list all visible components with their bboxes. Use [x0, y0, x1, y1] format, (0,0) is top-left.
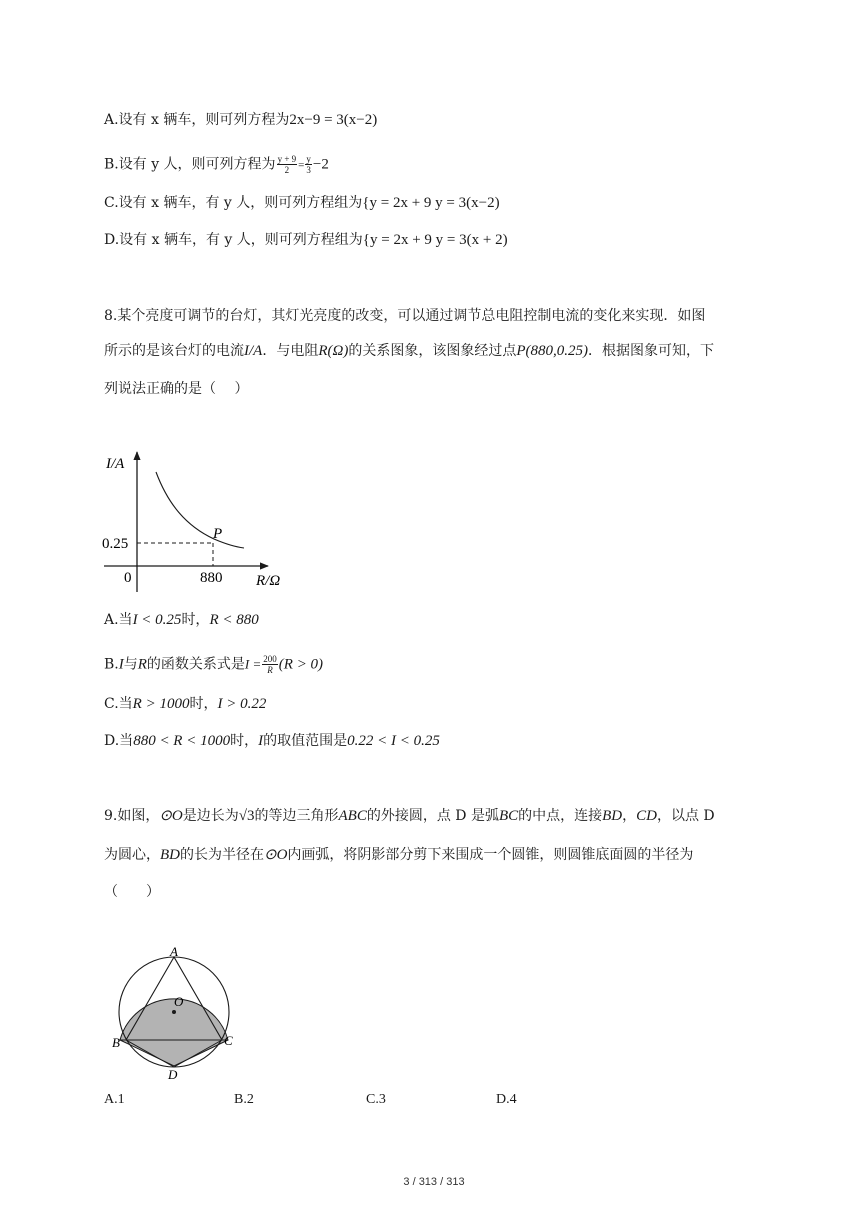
q8-option-c-math: R > 1000 — [132, 696, 190, 712]
q8-option-b-fraction — [262, 654, 278, 675]
shaded-region-bottom — [120, 1040, 228, 1066]
q8-option-d-text: 的取值范围是 — [263, 733, 348, 749]
q8-option-c-text: 时， — [189, 696, 218, 712]
q7-option-c — [104, 193, 500, 213]
q7-option-b — [104, 154, 329, 176]
q9-text: 的中点，连接 — [518, 808, 603, 824]
q9-math-circle: ⊙O — [264, 847, 288, 863]
q9-option-a: A.1 — [104, 1092, 125, 1107]
q9-text: 的外接圆，点 D 是弧 — [366, 808, 499, 824]
q9-option-b: B.2 — [234, 1092, 254, 1107]
q8-math-resistance: R(Ω) — [318, 343, 349, 359]
fraction-numerator: y + 9 — [277, 154, 297, 164]
fraction-denominator: 3 — [306, 165, 311, 175]
q7-option-c-text: C.设有 x 辆车，有 y 人，则可列方程组为 — [104, 195, 363, 211]
q9-math-arc: BC — [498, 808, 519, 824]
q8-option-d-math: 0.22 < I < 0.25 — [347, 733, 440, 749]
q8-text: 的关系图象，该图象经过点 — [348, 343, 517, 359]
q9-text: 内画弧，将阴影部分剪下来围成一个圆锥，则圆锥底面圆的半径为 — [287, 847, 694, 863]
label-a: A — [170, 944, 178, 959]
q7-option-b-tail: −2 — [312, 156, 329, 173]
fraction-denominator: R — [267, 665, 273, 675]
q8-option-a-math: I < 0.25 — [132, 612, 182, 628]
q8-option-b-lhs: I = — [244, 656, 262, 672]
q7-option-d-equation: {y = 2x + 9 y = 3(x + 2) — [362, 232, 508, 248]
q8-option-d — [104, 731, 440, 751]
q9-option-d: D.4 — [496, 1092, 517, 1107]
q8-option-d-math: 880 < R < 1000 — [133, 733, 231, 749]
q8-option-a — [104, 610, 259, 630]
q7-option-b-fraction-1 — [277, 154, 298, 175]
q8-option-d-text: D.当 — [104, 733, 134, 749]
label-c: C — [224, 1033, 233, 1048]
q9-math-circle: ⊙O — [159, 808, 183, 824]
page-number: 3 / 313 / 313 — [403, 1176, 465, 1188]
q8-option-b-text: 的函数关系式是 — [146, 656, 245, 673]
q7-option-b-fraction-2 — [305, 154, 312, 175]
q8-math-point: P(880,0.25) — [516, 343, 588, 359]
label-o: O — [174, 994, 184, 1009]
q7-option-d — [104, 230, 508, 250]
label-b: B — [112, 1035, 120, 1050]
q9-math-bd: BD — [160, 847, 180, 863]
q8-option-b-math: I — [118, 656, 124, 673]
q8-graph — [96, 446, 316, 592]
q7-option-a-equation: 2x−9 = 3(x−2) — [289, 112, 378, 128]
q8-option-b-math: R — [137, 656, 147, 673]
q8-option-a-text: 时， — [181, 612, 210, 628]
q9-math-side: √3 — [238, 808, 255, 824]
q7-option-a-text: A.设有 x 辆车，则可列方程为 — [104, 112, 290, 128]
q9-option-c: C.3 — [366, 1092, 386, 1107]
q8-option-a-math: R < 880 — [209, 612, 259, 628]
q8-option-b-text: 与 — [123, 656, 138, 673]
q9-stem-line-3: （ ） — [104, 884, 160, 900]
x-tick-label: 880 — [200, 570, 223, 586]
q8-option-c-text: C.当 — [104, 696, 133, 712]
label-d: D — [168, 1067, 178, 1080]
x-axis-label: R/Ω — [256, 573, 281, 589]
q8-stem-line-2 — [104, 341, 714, 361]
q9-text: 的等边三角形 — [254, 808, 339, 824]
q8-stem-line-1: 8.某个亮度可调节的台灯，其灯光亮度的改变，可以通过调节总电阻控制电流的变化来实现．如图 — [104, 308, 706, 324]
q8-option-d-math: I — [258, 733, 264, 749]
q8-option-c-math: I > 0.22 — [217, 696, 267, 712]
q9-math-bd: BD — [602, 808, 623, 824]
q9-stem-line-2 — [104, 845, 693, 865]
curve — [156, 472, 244, 548]
q8-option-b-domain: (R > 0) — [278, 656, 324, 673]
q9-figure — [108, 940, 244, 1080]
y-axis-label: I/A — [106, 456, 125, 472]
q7-option-d-text: D.设有 x 辆车，有 y 人，则可列方程组为 — [104, 232, 363, 248]
q7-option-b-equals: = — [298, 159, 305, 172]
q8-option-b — [104, 654, 323, 675]
q8-option-d-text: 时， — [230, 733, 259, 749]
q9-math-cd: CD — [636, 808, 657, 824]
q9-text: 为圆心， — [104, 847, 160, 863]
q9-text: ，以点 D — [656, 808, 715, 824]
q8-option-c — [104, 694, 266, 714]
q8-text: ．与电阻 — [262, 343, 319, 359]
fraction-numerator: y — [306, 154, 311, 164]
fraction-numerator: 200 — [263, 654, 277, 664]
q9-text: 9.如图， — [104, 808, 160, 824]
q9-math-triangle: ABC — [338, 808, 367, 824]
y-tick-label: 0.25 — [102, 536, 129, 552]
q9-text: ， — [622, 808, 637, 824]
q7-option-b-text: B.设有 y 人，则可列方程为 — [104, 156, 276, 173]
q9-stem-line-1 — [104, 806, 715, 826]
q8-math-current: I/A — [244, 343, 263, 359]
q7-option-a — [104, 110, 377, 130]
fraction-denominator: 2 — [284, 165, 290, 175]
q8-text: 所示的是该台灯的电流 — [104, 343, 244, 359]
q7-option-c-equation: {y = 2x + 9 y = 3(x−2) — [362, 195, 500, 211]
origin-label: 0 — [124, 570, 132, 586]
q8-option-b-text: B. — [104, 656, 119, 673]
point-label: P — [213, 526, 223, 542]
q8-option-a-text: A.当 — [104, 612, 133, 628]
q9-text: 的长为半径在 — [180, 847, 264, 863]
q9-text: 是边长为 — [182, 808, 239, 824]
center-point — [172, 1010, 176, 1014]
q8-stem-line-3: 列说法正确的是（ ） — [104, 381, 249, 397]
q8-text: ．根据图象可知，下 — [587, 343, 714, 359]
